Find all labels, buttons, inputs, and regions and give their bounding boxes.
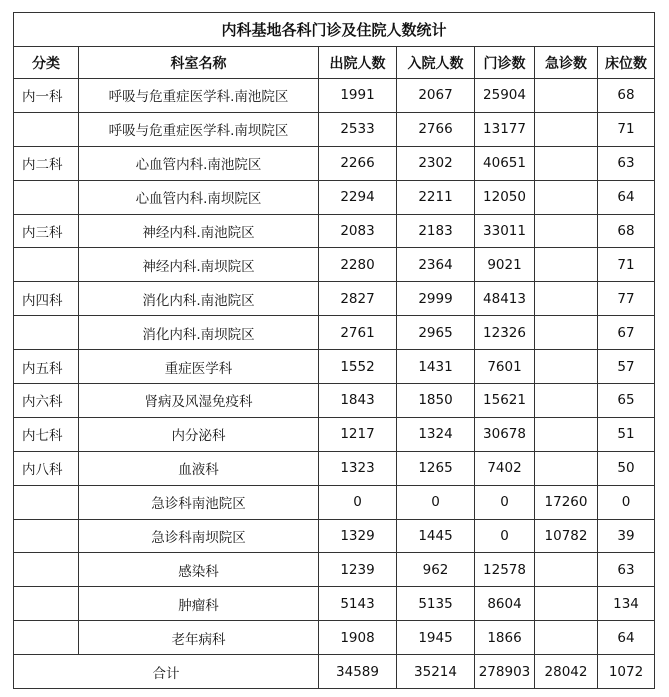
cell-department: 急诊科南坝院区: [79, 519, 319, 553]
cell-admitted: 2766: [397, 112, 475, 146]
table-row: [14, 384, 655, 418]
cell-admitted: 0: [397, 485, 475, 519]
header-admitted: 入院人数: [397, 47, 475, 79]
cell-category: 内三科: [14, 214, 79, 248]
cell-discharged: 2083: [319, 214, 397, 248]
cell-admitted: 1850: [397, 384, 475, 418]
cell-category: [14, 248, 79, 282]
total-emergency: 28042: [535, 655, 598, 689]
cell-emergency: [535, 79, 598, 113]
cell-category: [14, 485, 79, 519]
cell-admitted: 2302: [397, 146, 475, 180]
cell-category: 内二科: [14, 146, 79, 180]
cell-beds: 71: [598, 248, 655, 282]
cell-discharged: 2533: [319, 112, 397, 146]
cell-department: 肾病及风湿免疫科: [79, 384, 319, 418]
total-label: 合计: [14, 655, 319, 689]
cell-admitted: 2183: [397, 214, 475, 248]
cell-outpatient: 12050: [475, 180, 535, 214]
cell-emergency: [535, 621, 598, 655]
cell-outpatient: 9021: [475, 248, 535, 282]
table-row: [14, 485, 655, 519]
cell-discharged: 2761: [319, 316, 397, 350]
table-row: [14, 180, 655, 214]
header-row: [14, 47, 655, 79]
cell-department: 消化内科.南坝院区: [79, 316, 319, 350]
cell-emergency: [535, 146, 598, 180]
cell-discharged: 1552: [319, 350, 397, 384]
cell-outpatient: 30678: [475, 417, 535, 451]
total-discharged: 34589: [319, 655, 397, 689]
cell-discharged: 2294: [319, 180, 397, 214]
cell-emergency: [535, 384, 598, 418]
cell-category: [14, 553, 79, 587]
header-department: 科室名称: [79, 47, 319, 79]
cell-category: 内五科: [14, 350, 79, 384]
table-row: [14, 519, 655, 553]
cell-discharged: 1217: [319, 417, 397, 451]
cell-outpatient: 7601: [475, 350, 535, 384]
cell-outpatient: 1866: [475, 621, 535, 655]
cell-beds: 68: [598, 79, 655, 113]
cell-admitted: 1265: [397, 451, 475, 485]
cell-admitted: 1324: [397, 417, 475, 451]
header-outpatient: 门诊数: [475, 47, 535, 79]
table-row: [14, 587, 655, 621]
cell-outpatient: 15621: [475, 384, 535, 418]
cell-outpatient: 8604: [475, 587, 535, 621]
table-row: [14, 146, 655, 180]
cell-beds: 63: [598, 146, 655, 180]
header-beds: 床位数: [598, 47, 655, 79]
table-row: [14, 417, 655, 451]
cell-admitted: 1431: [397, 350, 475, 384]
cell-outpatient: 12326: [475, 316, 535, 350]
cell-emergency: [535, 316, 598, 350]
cell-beds: 50: [598, 451, 655, 485]
cell-admitted: 962: [397, 553, 475, 587]
cell-emergency: [535, 214, 598, 248]
cell-emergency: [535, 350, 598, 384]
total-outpatient: 278903: [475, 655, 535, 689]
cell-category: 内七科: [14, 417, 79, 451]
cell-discharged: 1239: [319, 553, 397, 587]
cell-department: 急诊科南池院区: [79, 485, 319, 519]
cell-discharged: 1908: [319, 621, 397, 655]
cell-discharged: 2827: [319, 282, 397, 316]
cell-beds: 65: [598, 384, 655, 418]
cell-outpatient: 33011: [475, 214, 535, 248]
total-admitted: 35214: [397, 655, 475, 689]
cell-outpatient: 12578: [475, 553, 535, 587]
cell-beds: 64: [598, 621, 655, 655]
cell-outpatient: 40651: [475, 146, 535, 180]
stats-table: [13, 12, 655, 689]
cell-category: [14, 519, 79, 553]
table-row: [14, 214, 655, 248]
cell-emergency: [535, 417, 598, 451]
table-row: [14, 316, 655, 350]
cell-beds: 51: [598, 417, 655, 451]
table-row: [14, 112, 655, 146]
cell-department: 肿瘤科: [79, 587, 319, 621]
cell-discharged: 1329: [319, 519, 397, 553]
cell-category: 内一科: [14, 79, 79, 113]
table-row: [14, 553, 655, 587]
cell-discharged: 5143: [319, 587, 397, 621]
cell-department: 呼吸与危重症医学科.南池院区: [79, 79, 319, 113]
cell-category: [14, 112, 79, 146]
cell-category: 内四科: [14, 282, 79, 316]
cell-outpatient: 25904: [475, 79, 535, 113]
cell-beds: 0: [598, 485, 655, 519]
cell-admitted: 1945: [397, 621, 475, 655]
cell-outpatient: 7402: [475, 451, 535, 485]
cell-emergency: [535, 112, 598, 146]
table-row: [14, 282, 655, 316]
cell-emergency: [535, 587, 598, 621]
cell-discharged: 1323: [319, 451, 397, 485]
cell-emergency: [535, 282, 598, 316]
cell-beds: 57: [598, 350, 655, 384]
cell-discharged: 1843: [319, 384, 397, 418]
cell-department: 心血管内科.南坝院区: [79, 180, 319, 214]
cell-outpatient: 13177: [475, 112, 535, 146]
table-body: [14, 79, 655, 655]
cell-admitted: 2364: [397, 248, 475, 282]
cell-emergency: 10782: [535, 519, 598, 553]
cell-beds: 64: [598, 180, 655, 214]
cell-department: 呼吸与危重症医学科.南坝院区: [79, 112, 319, 146]
cell-emergency: [535, 451, 598, 485]
cell-beds: 134: [598, 587, 655, 621]
cell-admitted: 5135: [397, 587, 475, 621]
cell-category: [14, 587, 79, 621]
cell-beds: 77: [598, 282, 655, 316]
cell-category: 内六科: [14, 384, 79, 418]
cell-department: 内分泌科: [79, 417, 319, 451]
cell-discharged: 2266: [319, 146, 397, 180]
table-row: [14, 248, 655, 282]
cell-emergency: [535, 553, 598, 587]
cell-beds: 68: [598, 214, 655, 248]
cell-department: 血液科: [79, 451, 319, 485]
header-discharged: 出院人数: [319, 47, 397, 79]
cell-admitted: 1445: [397, 519, 475, 553]
cell-outpatient: 48413: [475, 282, 535, 316]
cell-department: 神经内科.南池院区: [79, 214, 319, 248]
cell-admitted: 2211: [397, 180, 475, 214]
cell-admitted: 2965: [397, 316, 475, 350]
cell-emergency: [535, 180, 598, 214]
cell-category: [14, 621, 79, 655]
stats-table-container: [13, 12, 655, 689]
cell-emergency: 17260: [535, 485, 598, 519]
cell-category: [14, 180, 79, 214]
cell-beds: 63: [598, 553, 655, 587]
total-row: [14, 655, 655, 689]
table-row: [14, 621, 655, 655]
cell-category: [14, 316, 79, 350]
cell-admitted: 2999: [397, 282, 475, 316]
table-title: 内科基地各科门诊及住院人数统计: [14, 13, 655, 47]
title-row: [14, 13, 655, 47]
total-beds: 1072: [598, 655, 655, 689]
cell-outpatient: 0: [475, 485, 535, 519]
cell-discharged: 1991: [319, 79, 397, 113]
cell-beds: 39: [598, 519, 655, 553]
cell-department: 老年病科: [79, 621, 319, 655]
cell-outpatient: 0: [475, 519, 535, 553]
header-emergency: 急诊数: [535, 47, 598, 79]
cell-category: 内八科: [14, 451, 79, 485]
header-category: 分类: [14, 47, 79, 79]
cell-beds: 71: [598, 112, 655, 146]
cell-department: 神经内科.南坝院区: [79, 248, 319, 282]
table-row: [14, 350, 655, 384]
cell-department: 心血管内科.南池院区: [79, 146, 319, 180]
cell-beds: 67: [598, 316, 655, 350]
cell-emergency: [535, 248, 598, 282]
cell-department: 重症医学科: [79, 350, 319, 384]
cell-department: 感染科: [79, 553, 319, 587]
cell-discharged: 0: [319, 485, 397, 519]
cell-discharged: 2280: [319, 248, 397, 282]
cell-department: 消化内科.南池院区: [79, 282, 319, 316]
cell-admitted: 2067: [397, 79, 475, 113]
table-row: [14, 451, 655, 485]
table-row: [14, 79, 655, 113]
